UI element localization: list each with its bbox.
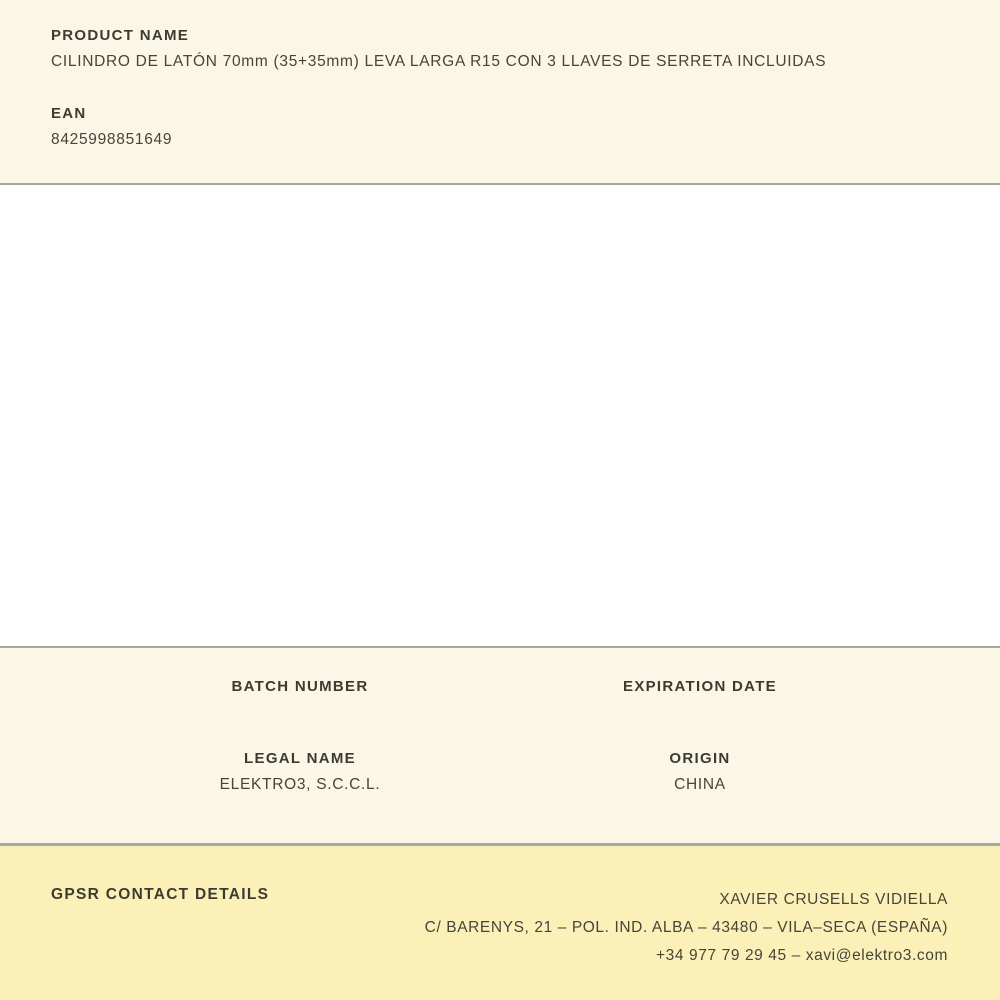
ean-label: EAN: [51, 105, 87, 122]
contact-address: C/ BARENYS, 21 – POL. IND. ALBA – 43480 – VILA–SECA (ESPAÑA): [424, 919, 948, 936]
product-name-field: [51, 27, 949, 71]
ean-field: [51, 105, 949, 149]
gpsr-contact-section: [0, 843, 1000, 1000]
legal-name-field: [100, 750, 500, 794]
origin-label: ORIGIN: [669, 750, 731, 767]
gpsr-contact-label: GPSR CONTACT DETAILS: [51, 886, 270, 903]
product-name-label: PRODUCT NAME: [51, 27, 190, 44]
contact-person-name: XAVIER CRUSELLS VIDIELLA: [719, 891, 948, 908]
legal-name-value: ELEKTRO3, S.C.C.L.: [219, 776, 381, 793]
origin-field: [500, 750, 900, 794]
expiration-date-label: EXPIRATION DATE: [623, 678, 777, 695]
ean-value: 8425998851649: [51, 131, 173, 148]
legal-name-label: LEGAL NAME: [244, 750, 356, 767]
origin-value: CHINA: [674, 776, 726, 793]
details-grid: [100, 678, 900, 794]
details-section: [0, 646, 1000, 843]
batch-number-label: BATCH NUMBER: [231, 678, 369, 695]
product-name-value: CILINDRO DE LATÓN 70mm (35+35mm) LEVA LARGA R15 CON 3 LLAVES DE SERRETA INCLUIDAS: [51, 53, 827, 70]
product-image-placeholder-area: [0, 185, 1000, 646]
batch-number-field: [100, 678, 500, 704]
contact-phone-email: +34 977 79 29 45 – xavi@elektro3.com: [656, 947, 948, 964]
gpsr-contact-block: [425, 886, 948, 970]
product-header-section: [0, 0, 1000, 185]
expiration-date-field: [500, 678, 900, 704]
